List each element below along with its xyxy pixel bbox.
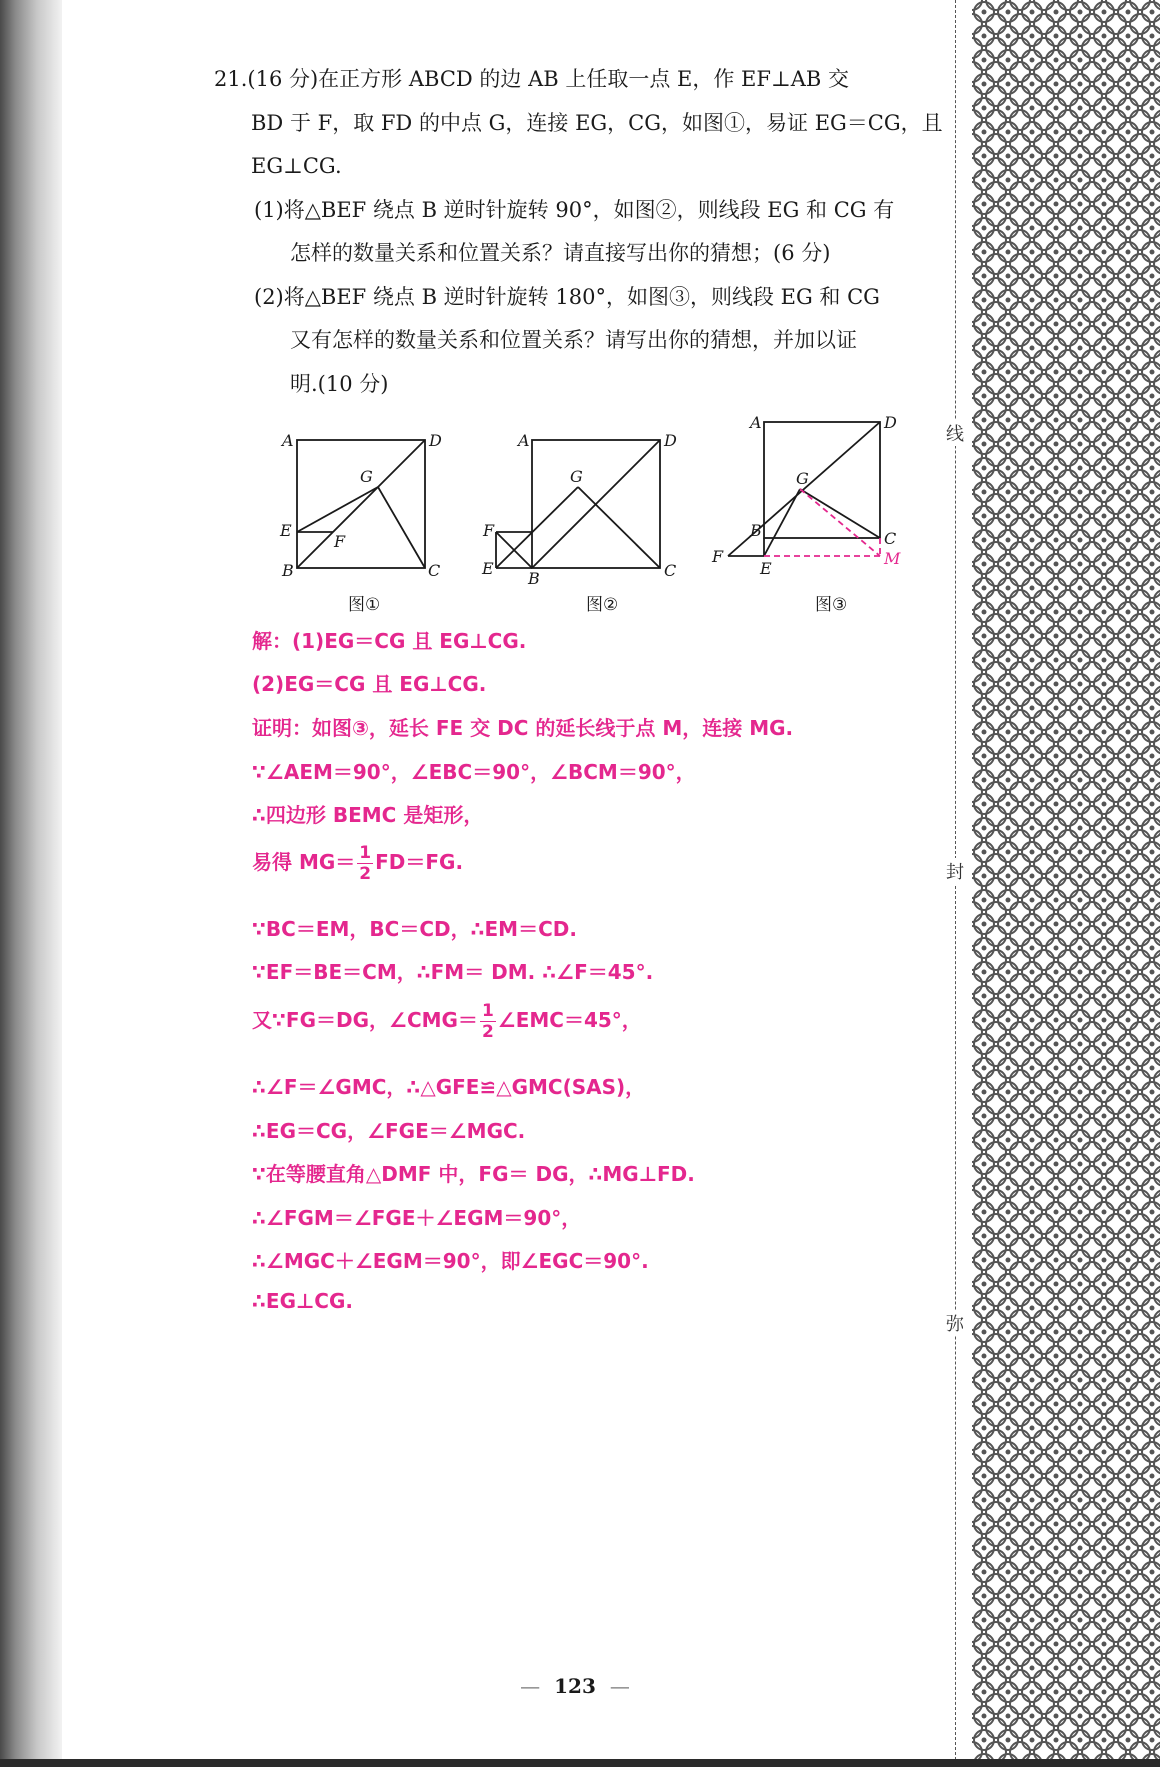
fraction-numerator: 1 — [359, 843, 372, 863]
solution-line: 解：(1)EG＝CG 且 EG⊥CG. — [252, 629, 527, 653]
solution-line: ∴四边形 BEMC 是矩形， — [252, 803, 484, 827]
fraction-numerator: 1 — [481, 1001, 494, 1021]
problem-line: 明.(10 分) — [290, 371, 389, 396]
page-number — [500, 1674, 650, 1698]
fraction-half — [357, 843, 373, 884]
fig3-label-d: D — [884, 413, 897, 432]
fig3-label-c: C — [884, 529, 897, 548]
fig3-label-m: M — [884, 549, 901, 568]
binding-char-feng: 封 — [944, 858, 966, 884]
page-bottom-edge — [0, 1759, 1160, 1767]
fig1-label-c: C — [428, 561, 441, 580]
problem-line: EG⊥CG. — [251, 154, 342, 178]
figure-1 — [297, 440, 425, 568]
solution-line: ∴∠F＝∠GMC，∴△GFE≌△GMC(SAS)， — [252, 1075, 646, 1099]
binding-pattern-strip — [972, 0, 1160, 1760]
solution-text: 又∵FG＝DG，∠CMG＝ — [252, 1008, 478, 1032]
fig1-label-e: E — [280, 521, 292, 540]
fig3-label-b: B — [750, 521, 762, 540]
problem-line: 怎样的数量关系和位置关系？请直接写出你的猜想；(6 分) — [290, 241, 831, 265]
problem-part-1: (1)将△BEF 绕点 B 逆时针旋转 90°，如图②，则线段 EG 和 CG 有 — [254, 197, 895, 222]
binding-pattern — [972, 0, 1160, 1760]
fig1-label-f: F — [334, 532, 346, 551]
problem-line: BD 于 F，取 FD 的中点 G，连接 EG，CG，如图①，易证 EG＝CG，且 — [251, 110, 943, 135]
fig1-label-a: A — [282, 431, 294, 450]
solution-line: ∴EG⊥CG. — [252, 1289, 353, 1313]
problem-line: 又有怎样的数量关系和位置关系？请写出你的猜想，并加以证 — [290, 328, 857, 352]
solution-line: ∵EF＝BE＝CM，∴FM＝ DM. ∴∠F＝45°. — [252, 960, 654, 984]
fig3-label-f: F — [712, 547, 724, 566]
fig3-label-g: G — [796, 469, 809, 488]
fig2-label-f: F — [483, 521, 495, 540]
solution-line: ∴EG＝CG，∠FGE＝∠MGC. — [252, 1119, 526, 1143]
fig1-label-d: D — [429, 431, 442, 450]
figures-svg — [270, 410, 910, 620]
fig1-label-b: B — [282, 561, 294, 580]
problem-part-2: (2)将△BEF 绕点 B 逆时针旋转 180°，如图③，则线段 EG 和 CG — [254, 284, 880, 309]
page-number-dash-left: — — [520, 1674, 541, 1698]
problem-line: 21.(16 分)在正方形 ABCD 的边 AB 上任取一点 E，作 EF⊥AB 交 — [214, 67, 849, 91]
fig2-label-g: G — [570, 467, 583, 486]
solution-text: 易得 MG＝ — [252, 850, 356, 874]
fig2-label-a: A — [518, 431, 530, 450]
fig2-caption: 图② — [586, 595, 619, 615]
fig1-label-g: G — [360, 467, 373, 486]
solution-line: ∵BC＝EM，BC＝CD，∴EM＝CD. — [252, 917, 577, 941]
fig2-label-d: D — [664, 431, 677, 450]
fig1-caption: 图① — [348, 595, 381, 615]
page-number-dash-right: — — [609, 1674, 630, 1698]
binding-char-mi: 弥 — [944, 1310, 966, 1336]
geometry-figures — [270, 410, 910, 620]
problem-statement — [214, 58, 943, 406]
figure-2 — [496, 440, 660, 568]
solution-line: ∴∠FGM＝∠FGE＋∠EGM＝90°， — [252, 1206, 582, 1230]
page-number-value: 123 — [554, 1674, 596, 1698]
solution-text: FD＝FG. — [375, 850, 464, 874]
solution-line: ∵在等腰直角△DMF 中，FG＝ DG，∴MG⊥FD. — [252, 1162, 695, 1186]
solution-line: 证明：如图③，延长 FE 交 DC 的延长线于点 M，连接 MG. — [252, 716, 794, 740]
solution-line: ∴∠MGC＋∠EGM＝90°，即∠EGC＝90°. — [252, 1249, 649, 1273]
solution-line: ∵∠AEM＝90°，∠EBC＝90°，∠BCM＝90°， — [252, 760, 696, 784]
fraction-denominator: 2 — [481, 1022, 494, 1042]
page-left-shadow — [0, 0, 62, 1767]
fig3-caption: 图③ — [815, 595, 848, 615]
solution-fraction-line — [252, 1001, 642, 1042]
fraction-half — [480, 1001, 496, 1042]
solution-fraction-line — [252, 843, 463, 884]
fig2-label-e: E — [482, 559, 494, 578]
solution-line: (2)EG＝CG 且 EG⊥CG. — [252, 672, 487, 696]
binding-char-xian: 线 — [944, 420, 966, 446]
fig2-label-c: C — [664, 561, 677, 580]
solution-text: ∠EMC＝45°， — [497, 1008, 642, 1032]
fraction-denominator: 2 — [359, 864, 372, 884]
fig3-label-e: E — [760, 559, 772, 578]
fig3-label-a: A — [750, 413, 762, 432]
fig2-label-b: B — [528, 569, 540, 588]
